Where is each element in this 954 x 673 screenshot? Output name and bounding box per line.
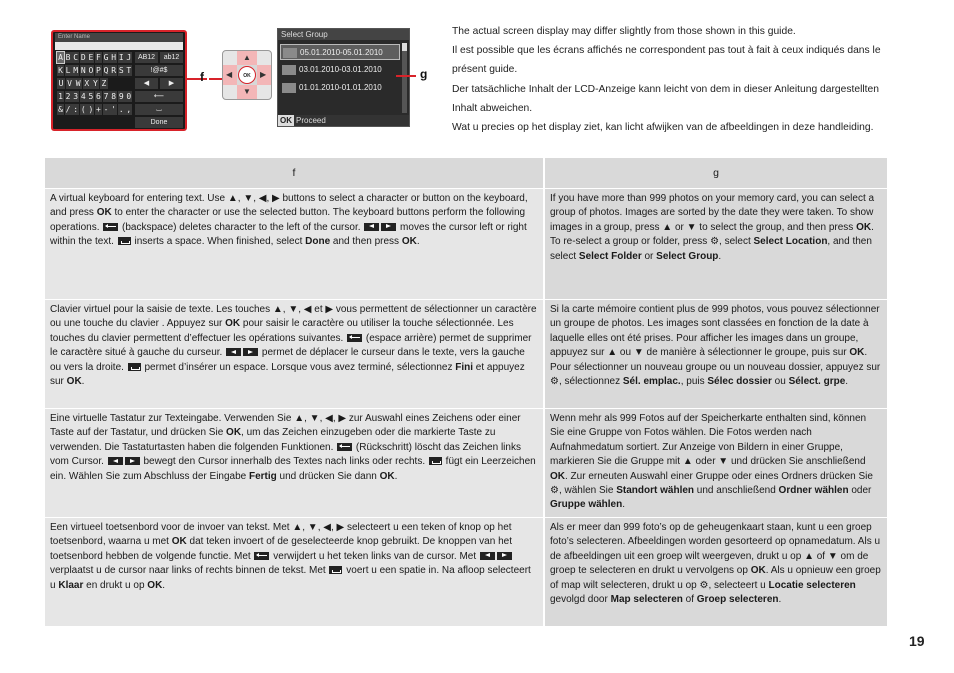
cursor-right-icon	[125, 457, 140, 465]
keyboard-key: :	[73, 105, 79, 114]
cell-g-dutch: Als er meer dan 999 foto’s op de geheugenkaart staan, kunt u een groep foto’s selecteren. Afbeeldingen worden gesorteerd op opnamedatum. Als u de afbeeldingen uit een groep wilt weergeven, drukt u op ▲ of ▼ om de groep te selecteren en drukt u vervolgens op OK. Als u opnieuw een groep of map wilt selecteren, drukt u op ⚙, selecteert u Locatie selecteren gevolgd door Map selecteren of Groep selecteren.	[545, 518, 887, 626]
keyboard-key: T	[126, 66, 132, 75]
space-icon	[329, 566, 342, 574]
keyboard-key: &	[58, 105, 63, 114]
space-icon	[429, 457, 442, 465]
disclaimer-notes	[452, 22, 902, 137]
callout-f-line-2	[209, 78, 223, 80]
keyboard-key: N	[80, 66, 86, 75]
table-row-english	[45, 188, 887, 299]
dpad-right-arrow-icon: ▶	[260, 70, 267, 79]
group-screen-title: Select Group	[278, 29, 409, 40]
cursor-left-icon	[480, 552, 495, 560]
cell-f-german: Eine virtuelle Tastatur zur Texteingabe. Verwenden Sie ▲, ▼, ◀, ▶ zur Auswahl eines Zeichens oder einer Taste auf der Tastatur, und drücken Sie OK, um das Zeichen einzugeben oder die markierte Taste zu verwenden. Die Tastaturtasten haben die folgenden Funktionen. (Rückschritt) löscht das Zeichen links vom Cursor. bewegt den Cursor innerhalb des Textes nach links oder rechts. fügt ein Leerzeichen ein. Wählen Sie zum Abschluss der Eingabe Fertig und drücken Sie dann OK.	[45, 409, 545, 517]
keyboard-key: E	[88, 53, 94, 62]
cell-f-dutch: Een virtueel toetsenbord voor de invoer van tekst. Met ▲, ▼, ◀, ▶ selecteert u een teken of knop op het toetsenbord, waarna u met OK dat teken invoert of de geselecteerde knop gebruikt. De knoppen van het toetsenbord hebben de volgende functie. Met verwijdert u het teken links van de cursor. Met verplaatst u de cursor naar links of rechts binnen de tekst. Met voert u een spatie in. Na afloop selecteert u Klaar en drukt u op OK.	[45, 518, 545, 626]
keyboard-row	[57, 104, 133, 117]
keyboard-key: F	[96, 53, 101, 62]
cell-f-english: A virtual keyboard for entering text. Use ▲, ▼, ◀, ▶ buttons to select a character or button on the keyboard, and press OK to enter the character or use the selected button. The keyboard buttons perform the following operations. (backspace) deletes character to the left of the cursor. moves the cursor left or right within the text. inserts a space. When finished, select Done and then press OK.	[45, 189, 545, 299]
keyboard-key: P	[96, 66, 101, 75]
keyboard-key: X	[84, 79, 90, 88]
dpad-ok-button: OK	[238, 66, 256, 84]
table-row-french	[45, 299, 887, 408]
cursor-right-icon	[497, 552, 512, 560]
callout-f-label: f	[200, 70, 204, 84]
table-row-dutch	[45, 517, 887, 626]
callout-f-line	[187, 78, 207, 80]
keyboard-key: B	[65, 53, 71, 62]
cursor-left-icon	[364, 223, 379, 231]
keyboard-key: (	[80, 105, 86, 114]
keyboard-key: R	[111, 66, 117, 75]
cursor-right-key: ▶	[160, 78, 183, 89]
keyboard-key: K	[58, 66, 63, 75]
function-table	[45, 158, 887, 626]
keyboard-key: 4	[80, 92, 86, 101]
keyboard-key: 6	[96, 92, 101, 101]
group-screen-image	[277, 28, 410, 127]
keyboard-key: ,	[126, 105, 132, 114]
group-screen-footer: OK Proceed	[278, 115, 409, 126]
keyboard-key: C	[73, 53, 79, 62]
backspace-icon	[347, 334, 362, 342]
keyboard-key: G	[103, 53, 109, 62]
cursor-left-icon	[226, 348, 241, 356]
note-dutch: Wat u precies op het display ziet, kan licht afwijken van de afbeeldingen in deze handleiding.	[452, 122, 874, 134]
group-item: 03.01.2010-03.01.2010	[280, 62, 400, 78]
space-icon	[118, 237, 131, 245]
keyboard-key: )	[88, 105, 94, 114]
note-french: Il est possible que les écrans affichés ne correspondent pas tout à fait à ceux indiqués dans le présent guide.	[452, 45, 881, 76]
keyboard-key: V	[67, 79, 72, 88]
done-key: Done	[135, 117, 183, 128]
group-item: 01.01.2010-01.01.2010	[280, 80, 400, 96]
mode-lower-key: ab12	[160, 52, 183, 63]
keyboard-key: J	[126, 53, 132, 62]
callout-g-label: g	[420, 67, 428, 81]
cursor-right-icon	[381, 223, 396, 231]
cursor-left-key: ◀	[135, 78, 158, 89]
mode-upper-key: AB12	[135, 52, 158, 63]
space-key: ⌴	[135, 104, 183, 115]
keyboard-key: A	[58, 53, 63, 62]
keyboard-key: 0	[126, 92, 132, 101]
header-g: g	[545, 158, 887, 188]
dpad-illustration	[222, 50, 272, 100]
mode-symbol-key: !@#$	[135, 65, 183, 76]
keyboard-key: Q	[103, 66, 109, 75]
backspace-icon	[337, 443, 352, 451]
keyboard-key: S	[118, 66, 124, 75]
group-item: 05.01.2010-05.01.2010	[280, 44, 400, 60]
keyboard-key: 5	[88, 92, 94, 101]
keyboard-key: I	[118, 53, 124, 62]
keyboard-key: .	[118, 105, 124, 114]
keyboard-row	[57, 78, 133, 91]
table-header-row	[45, 158, 887, 188]
keyboard-row	[57, 65, 133, 78]
dpad-up-arrow-icon: ▲	[243, 53, 251, 62]
backspace-icon	[254, 552, 269, 560]
keyboard-key: 9	[118, 92, 124, 101]
cell-g-english: If you have more than 999 photos on your memory card, you can select a group of photos. Images are sorted by the date they were taken. To show images in a group, press ▲ or ▼ to select the group, and then press OK. To re-select a group or folder, press ⚙, select Select Location, and then select Select Folder or Select Group.	[545, 189, 887, 299]
header-f: f	[45, 158, 545, 188]
keyboard-key: Y	[92, 79, 98, 88]
keyboard-key: 3	[73, 92, 79, 101]
keyboard-key: -	[103, 105, 109, 114]
keyboard-key: 7	[103, 92, 109, 101]
keyboard-key: H	[111, 53, 117, 62]
backspace-key: ⟵	[135, 91, 183, 102]
cell-g-french: Si la carte mémoire contient plus de 999 photos, vous pouvez sélectionner un groupe de photos. Les images sont classées en fonction de la date à laquelle elles ont été prises. Pour afficher les images dans un groupe, appuyez sur ▲ ou ▼ de manière à sélectionner le groupe, puis sur OK. Pour sélectionner un nouveau groupe ou un nouveau dossier, appuyez sur ⚙, sélectionnez Sél. emplac., puis Sélec dossier ou Sélect. grpe.	[545, 300, 887, 408]
keyboard-key: W	[75, 79, 81, 88]
name-entry-field	[55, 42, 183, 50]
keyboard-side-keys	[135, 52, 183, 130]
table-row-german	[45, 408, 887, 517]
keyboard-row	[57, 52, 133, 65]
cell-f-french: Clavier virtuel pour la saisie de texte. Les touches ▲, ▼, ◀ et ▶ vous permettent de sélectionner un caractère ou une touche du clavier . Appuyez sur OK pour saisir le caractère ou utiliser la touche sélectionnée. Les touches du clavier permettent d’effectuer les opérations suivantes. (espace arrière) permet de supprimer le caractère situé à gauche du curseur. permet de déplacer le curseur dans le texte, vers la gauche ou vers la droite. permet d’insérer un espace. Lorsque vous avez terminé, sélectionnez Fini et appuyez sur OK.	[45, 300, 545, 408]
keyboard-key: M	[73, 66, 79, 75]
page-number: 19	[909, 633, 925, 649]
keyboard-key-grid	[57, 52, 133, 117]
keyboard-key: U	[58, 79, 64, 88]
space-icon	[128, 363, 141, 371]
cursor-right-icon	[243, 348, 258, 356]
keyboard-key: '	[111, 105, 117, 114]
note-english: The actual screen display may differ slightly from those shown in this guide.	[452, 26, 796, 37]
cursor-left-icon	[108, 457, 123, 465]
keyboard-key: Z	[101, 79, 107, 88]
keyboard-key: +	[96, 105, 101, 114]
keyboard-screen-image	[51, 30, 187, 131]
backspace-icon	[103, 223, 118, 231]
callout-g-line	[396, 75, 416, 77]
group-scrollbar	[402, 43, 407, 113]
keyboard-key: D	[80, 53, 86, 62]
dpad-down-arrow-icon: ▼	[243, 87, 251, 96]
keyboard-row	[57, 91, 133, 104]
note-german: Der tatsächliche Inhalt der LCD-Anzeige kann leicht von dem in dieser Anleitung dargestellten Inhalt abweichen.	[452, 83, 879, 114]
cell-g-german: Wenn mehr als 999 Fotos auf der Speicherkarte enthalten sind, können Sie eine Gruppe von Fotos wählen. Die Fotos werden nach Aufnahmedatum sortiert. Zur Anzeige von Bildern in einer Gruppe, markieren Sie die Gruppe mit ▲ oder ▼ und drücken Sie anschließend OK. Zur erneuten Auswahl einer Gruppe oder eines Ordners drücken Sie ⚙, wählen Sie Standort wählen und anschließend Ordner wählen oder Gruppe wählen.	[545, 409, 887, 517]
keyboard-key: 8	[111, 92, 117, 101]
keyboard-key: 2	[65, 92, 71, 101]
keyboard-key: 1	[58, 92, 63, 101]
dpad-left-arrow-icon: ◀	[226, 70, 233, 79]
keyboard-screen-title: Enter Name	[55, 33, 183, 42]
keyboard-key: L	[65, 66, 71, 75]
keyboard-key: O	[88, 66, 94, 75]
keyboard-key: /	[65, 105, 71, 114]
